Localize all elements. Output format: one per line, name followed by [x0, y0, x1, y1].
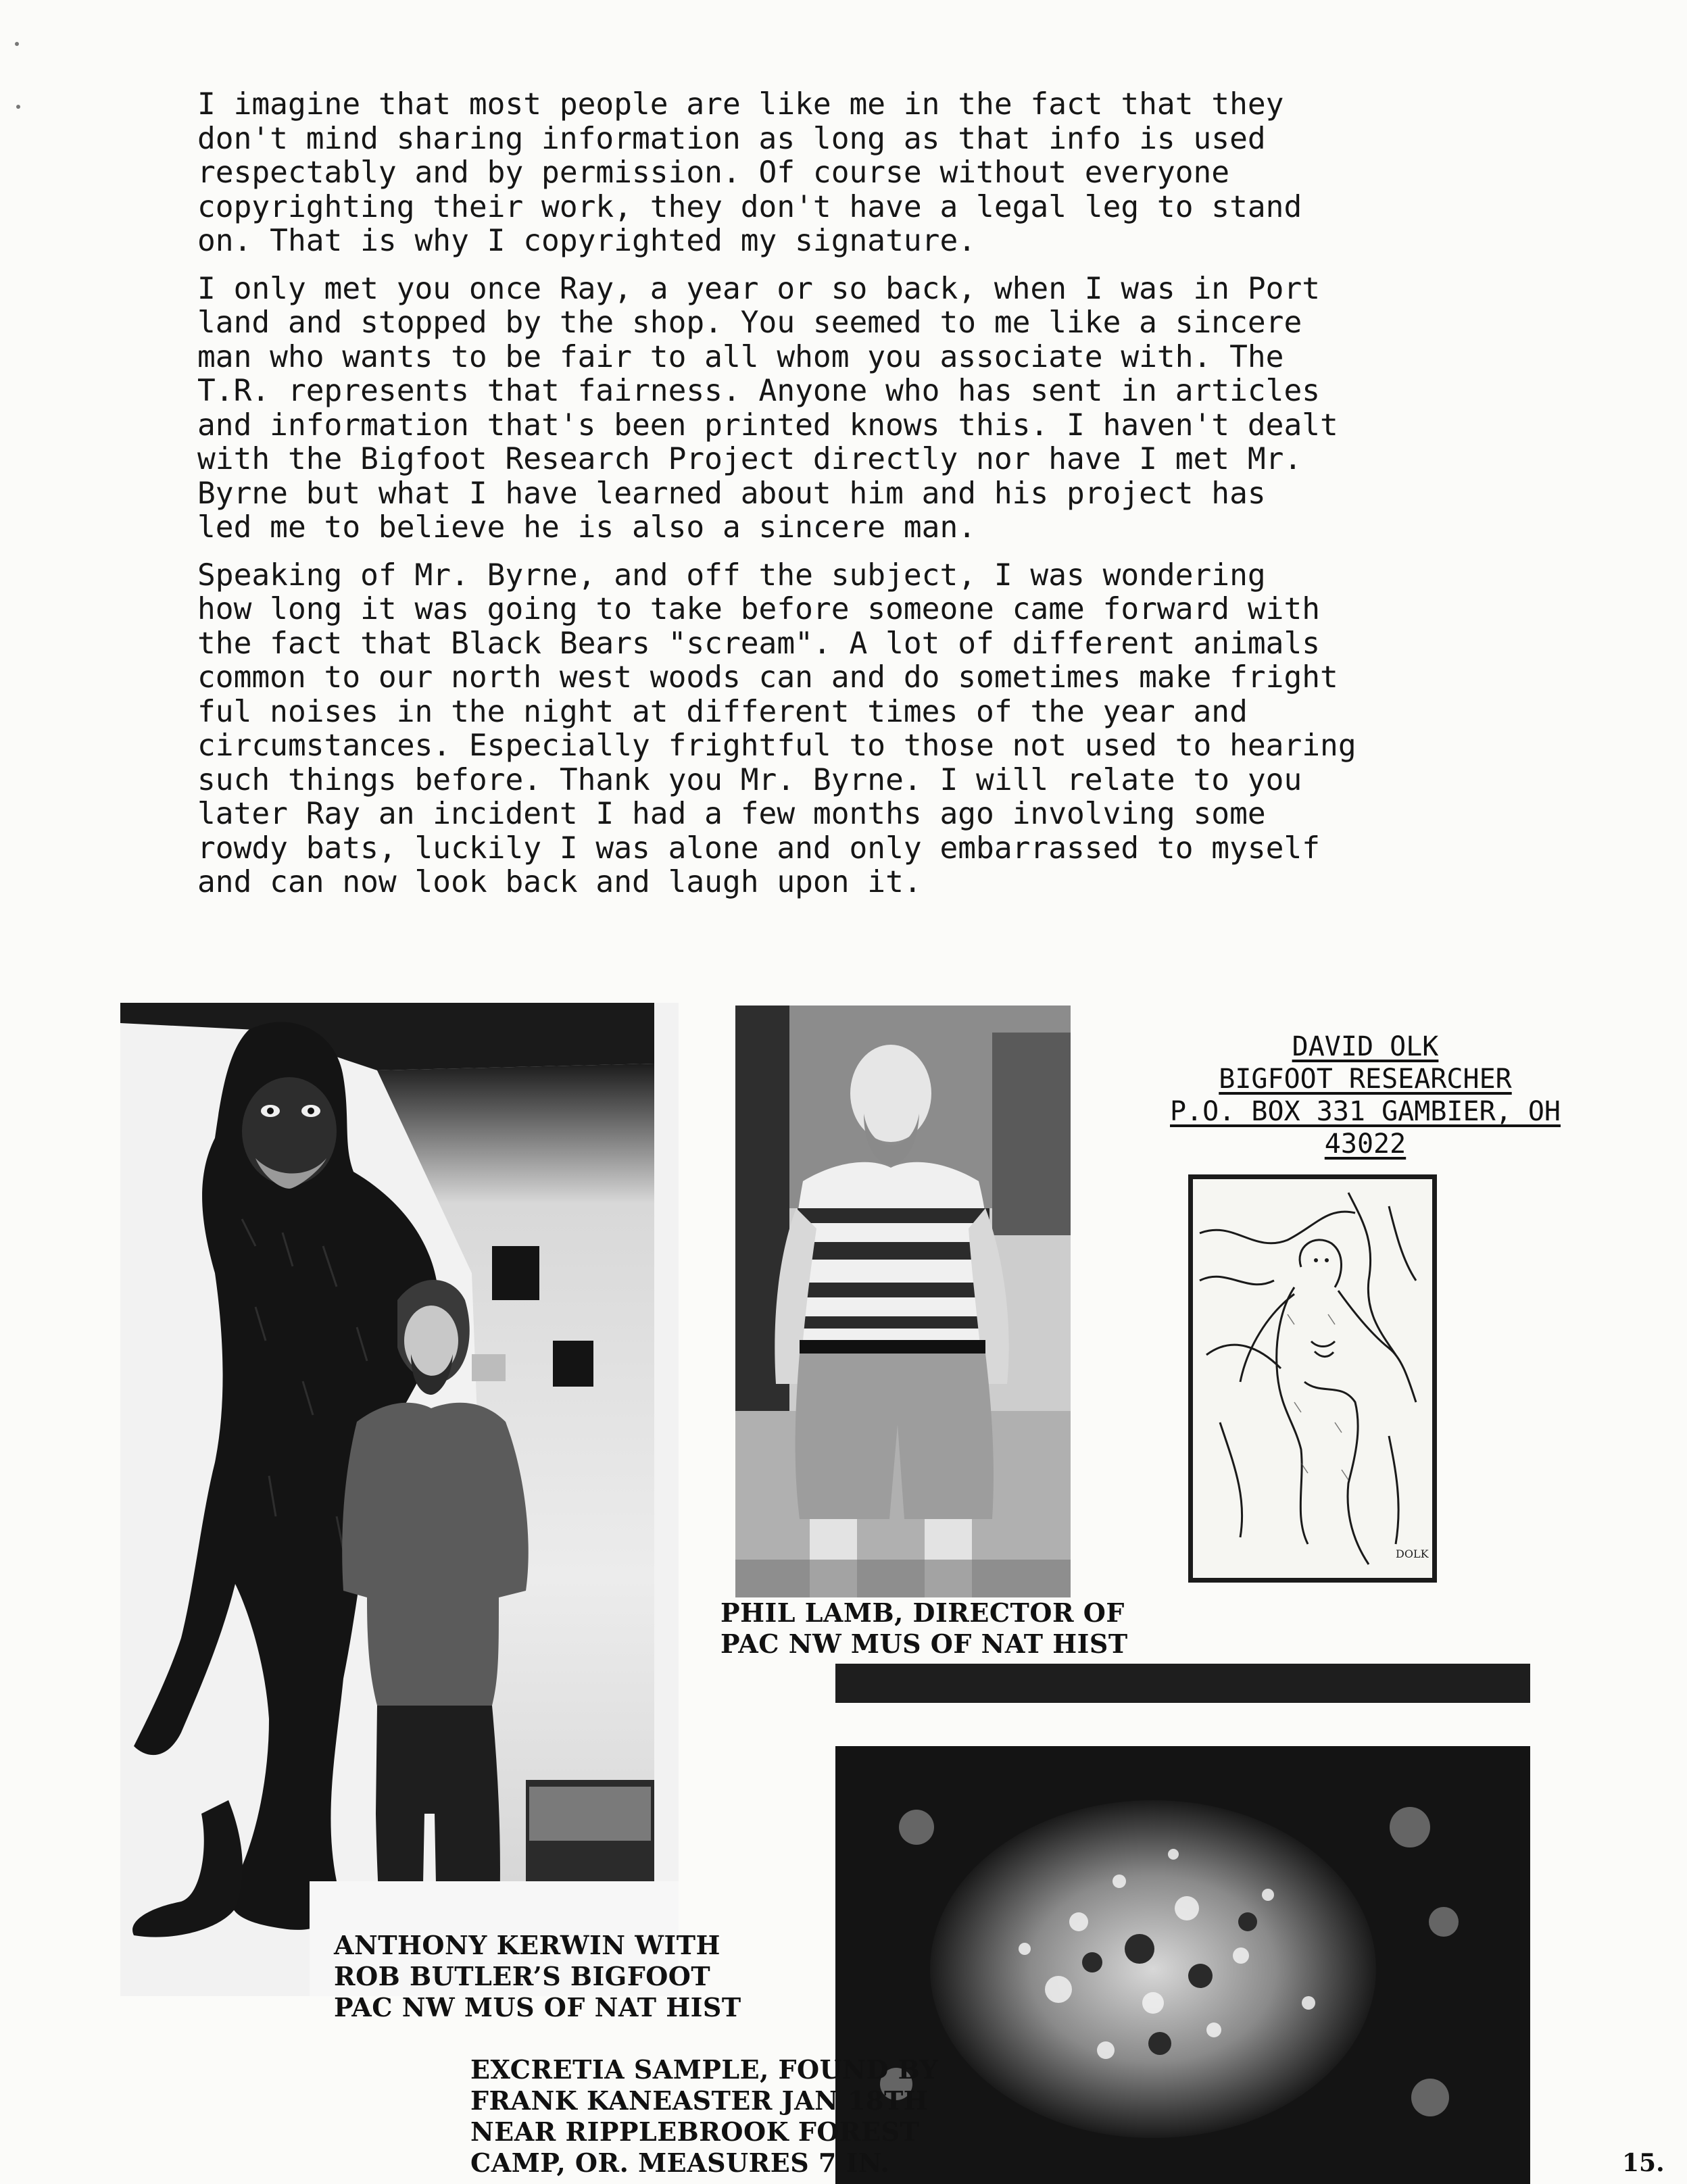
kerwin-bigfoot-photo: [120, 1003, 679, 1996]
photo-strip-bar: [835, 1664, 1530, 1703]
letter-paragraph-1: I imagine that most people are like me in the fact that they don't mind sharing information as long as that info is used respectably and by permission. Of course without everyone copyrighting their work, they don't have a legal leg to stand on. That is why I copyrighted my signature.: [197, 87, 1302, 258]
phil-lamb-illustration: [735, 1006, 1071, 1597]
sketch-artist-mark: DOLK: [1396, 1547, 1429, 1560]
address-street: P.O. BOX 331 GAMBIER, OH: [1170, 1096, 1561, 1127]
page-number: 15.: [1622, 2149, 1665, 2177]
kerwin-bigfoot-illustration: [120, 1003, 679, 1996]
bigfoot-sketch-frame: [1188, 1174, 1437, 1583]
excretia-caption: EXCRETIA SAMPLE, FOUND BY FRANK KANEASTER JAN 18TH NEAR RIPPLEBROOK FOREST CAMP, OR. MEASURES 7 IN.: [470, 2054, 939, 2178]
kerwin-caption: ANTHONY KERWIN WITH ROB BUTLER’S BIGFOOT PAC NW MUS OF NAT HIST: [334, 1930, 741, 2022]
phil-lamb-photo: [735, 1006, 1071, 1597]
address-title: BIGFOOT RESEARCHER: [1219, 1064, 1512, 1095]
lamb-caption: PHIL LAMB, DIRECTOR OF PAC NW MUS OF NAT HIST: [720, 1597, 1128, 1659]
scan-speck: [15, 42, 19, 46]
scan-speck: [16, 105, 20, 109]
letter-paragraph-2: I only met you once Ray, a year or so back, when I was in Port land and stopped by the shop. You seemed to me like a sincere man who wants to be fair to all whom you associate with. The T.R. represents that fairness. Anyone who has sent in articles and information that's been printed knows this. I haven't dealt with the Bigfoot Research Project directly nor have I met Mr. Byrne but what I have learned about him and his project has led me to believe he is also a sincere man.: [197, 271, 1338, 545]
address-zip: 43022: [1324, 1128, 1407, 1160]
letter-paragraph-3: Speaking of Mr. Byrne, and off the subject, I was wondering how long it was going to take before someone came forward with the fact that Black Bears "scream". A lot of different animals common to our north west woods can and do sometimes make fright ful noises in the night at different times of the year and circumstances. Especially frightful to those not used to hearing such things before. Thank you Mr. Byrne. I will relate to you later Ray an incident I had a few months ago involving some rowdy bats, luckily I was alone and only embarrassed to myself and can now look back and laugh upon it.: [197, 557, 1356, 899]
letter-body: [197, 88, 1509, 914]
excretia-sample-photo: [835, 1746, 1530, 2184]
address-name: DAVID OLK: [1292, 1031, 1439, 1062]
researcher-address: [1108, 1031, 1622, 1160]
bigfoot-sketch-drawing: [1193, 1179, 1432, 1578]
excretia-sample-illustration: [835, 1746, 1530, 2184]
